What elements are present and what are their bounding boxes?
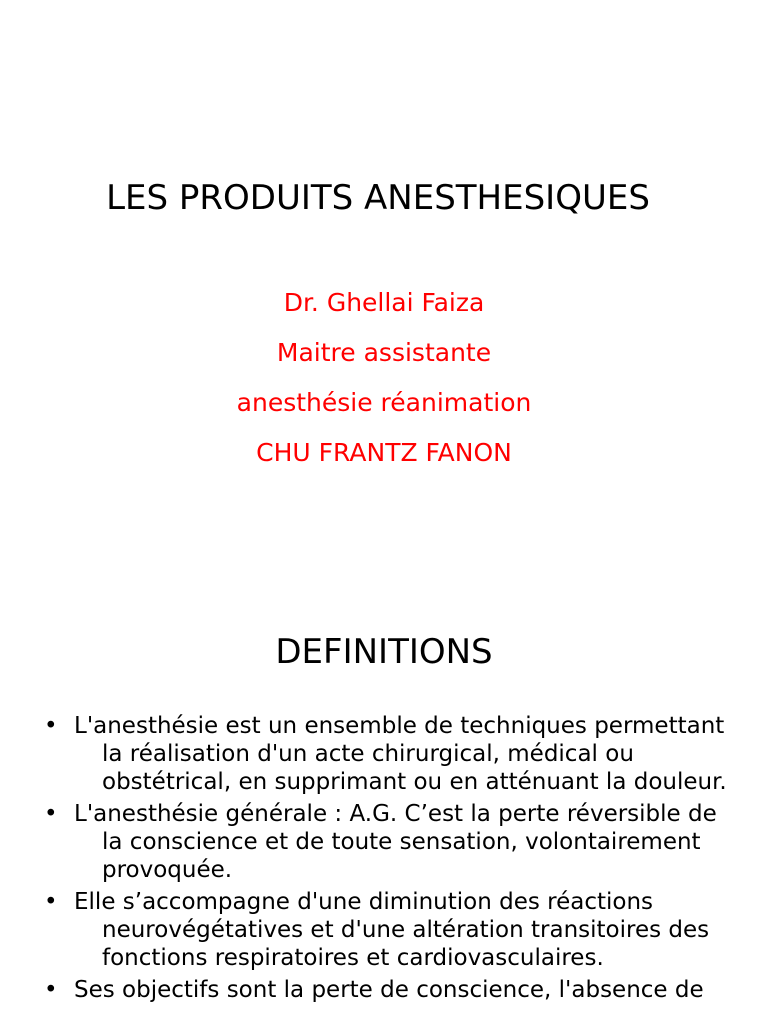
definitions-list (44, 712, 734, 1008)
list-item-text: L'anesthésie est un ensemble de techniques permettant la réalisation d'un acte chirurgical, médical ou obstétrical, en supprimant ou en atténuant la douleur. (74, 713, 727, 795)
list-item (44, 712, 734, 796)
list-item (44, 888, 734, 972)
author-name: Dr. Ghellai Faiza (283, 288, 485, 317)
author-institution: CHU FRANTZ FANON (256, 438, 512, 467)
list-item (44, 800, 734, 884)
list-item (44, 976, 734, 1004)
presentation-title: LES PRODUITS ANESTHESIQUES (106, 178, 650, 218)
list-item-text: Ses objectifs sont la perte de conscience, l'absence de (74, 977, 704, 1003)
bullet-dot-icon: • (44, 977, 58, 1003)
definitions-slide (0, 576, 768, 1024)
bullet-dot-icon: • (44, 801, 58, 827)
author-position: Maitre assistante (276, 338, 492, 367)
author-block (0, 278, 768, 478)
bullet-dot-icon: • (44, 713, 58, 739)
author-specialty: anesthésie réanimation (236, 388, 532, 417)
list-item-text: Elle s’accompagne d'une diminution des réactions neurovégétatives et d'une altération transitoires des fonctions respiratoires et cardiovasculaires. (74, 889, 710, 971)
slide-title: DEFINITIONS (275, 632, 493, 672)
bullet-dot-icon: • (44, 889, 58, 915)
list-item-text: L'anesthésie générale : A.G. C’est la perte réversible de la conscience et de toute sensation, volontairement provoquée. (74, 801, 717, 883)
